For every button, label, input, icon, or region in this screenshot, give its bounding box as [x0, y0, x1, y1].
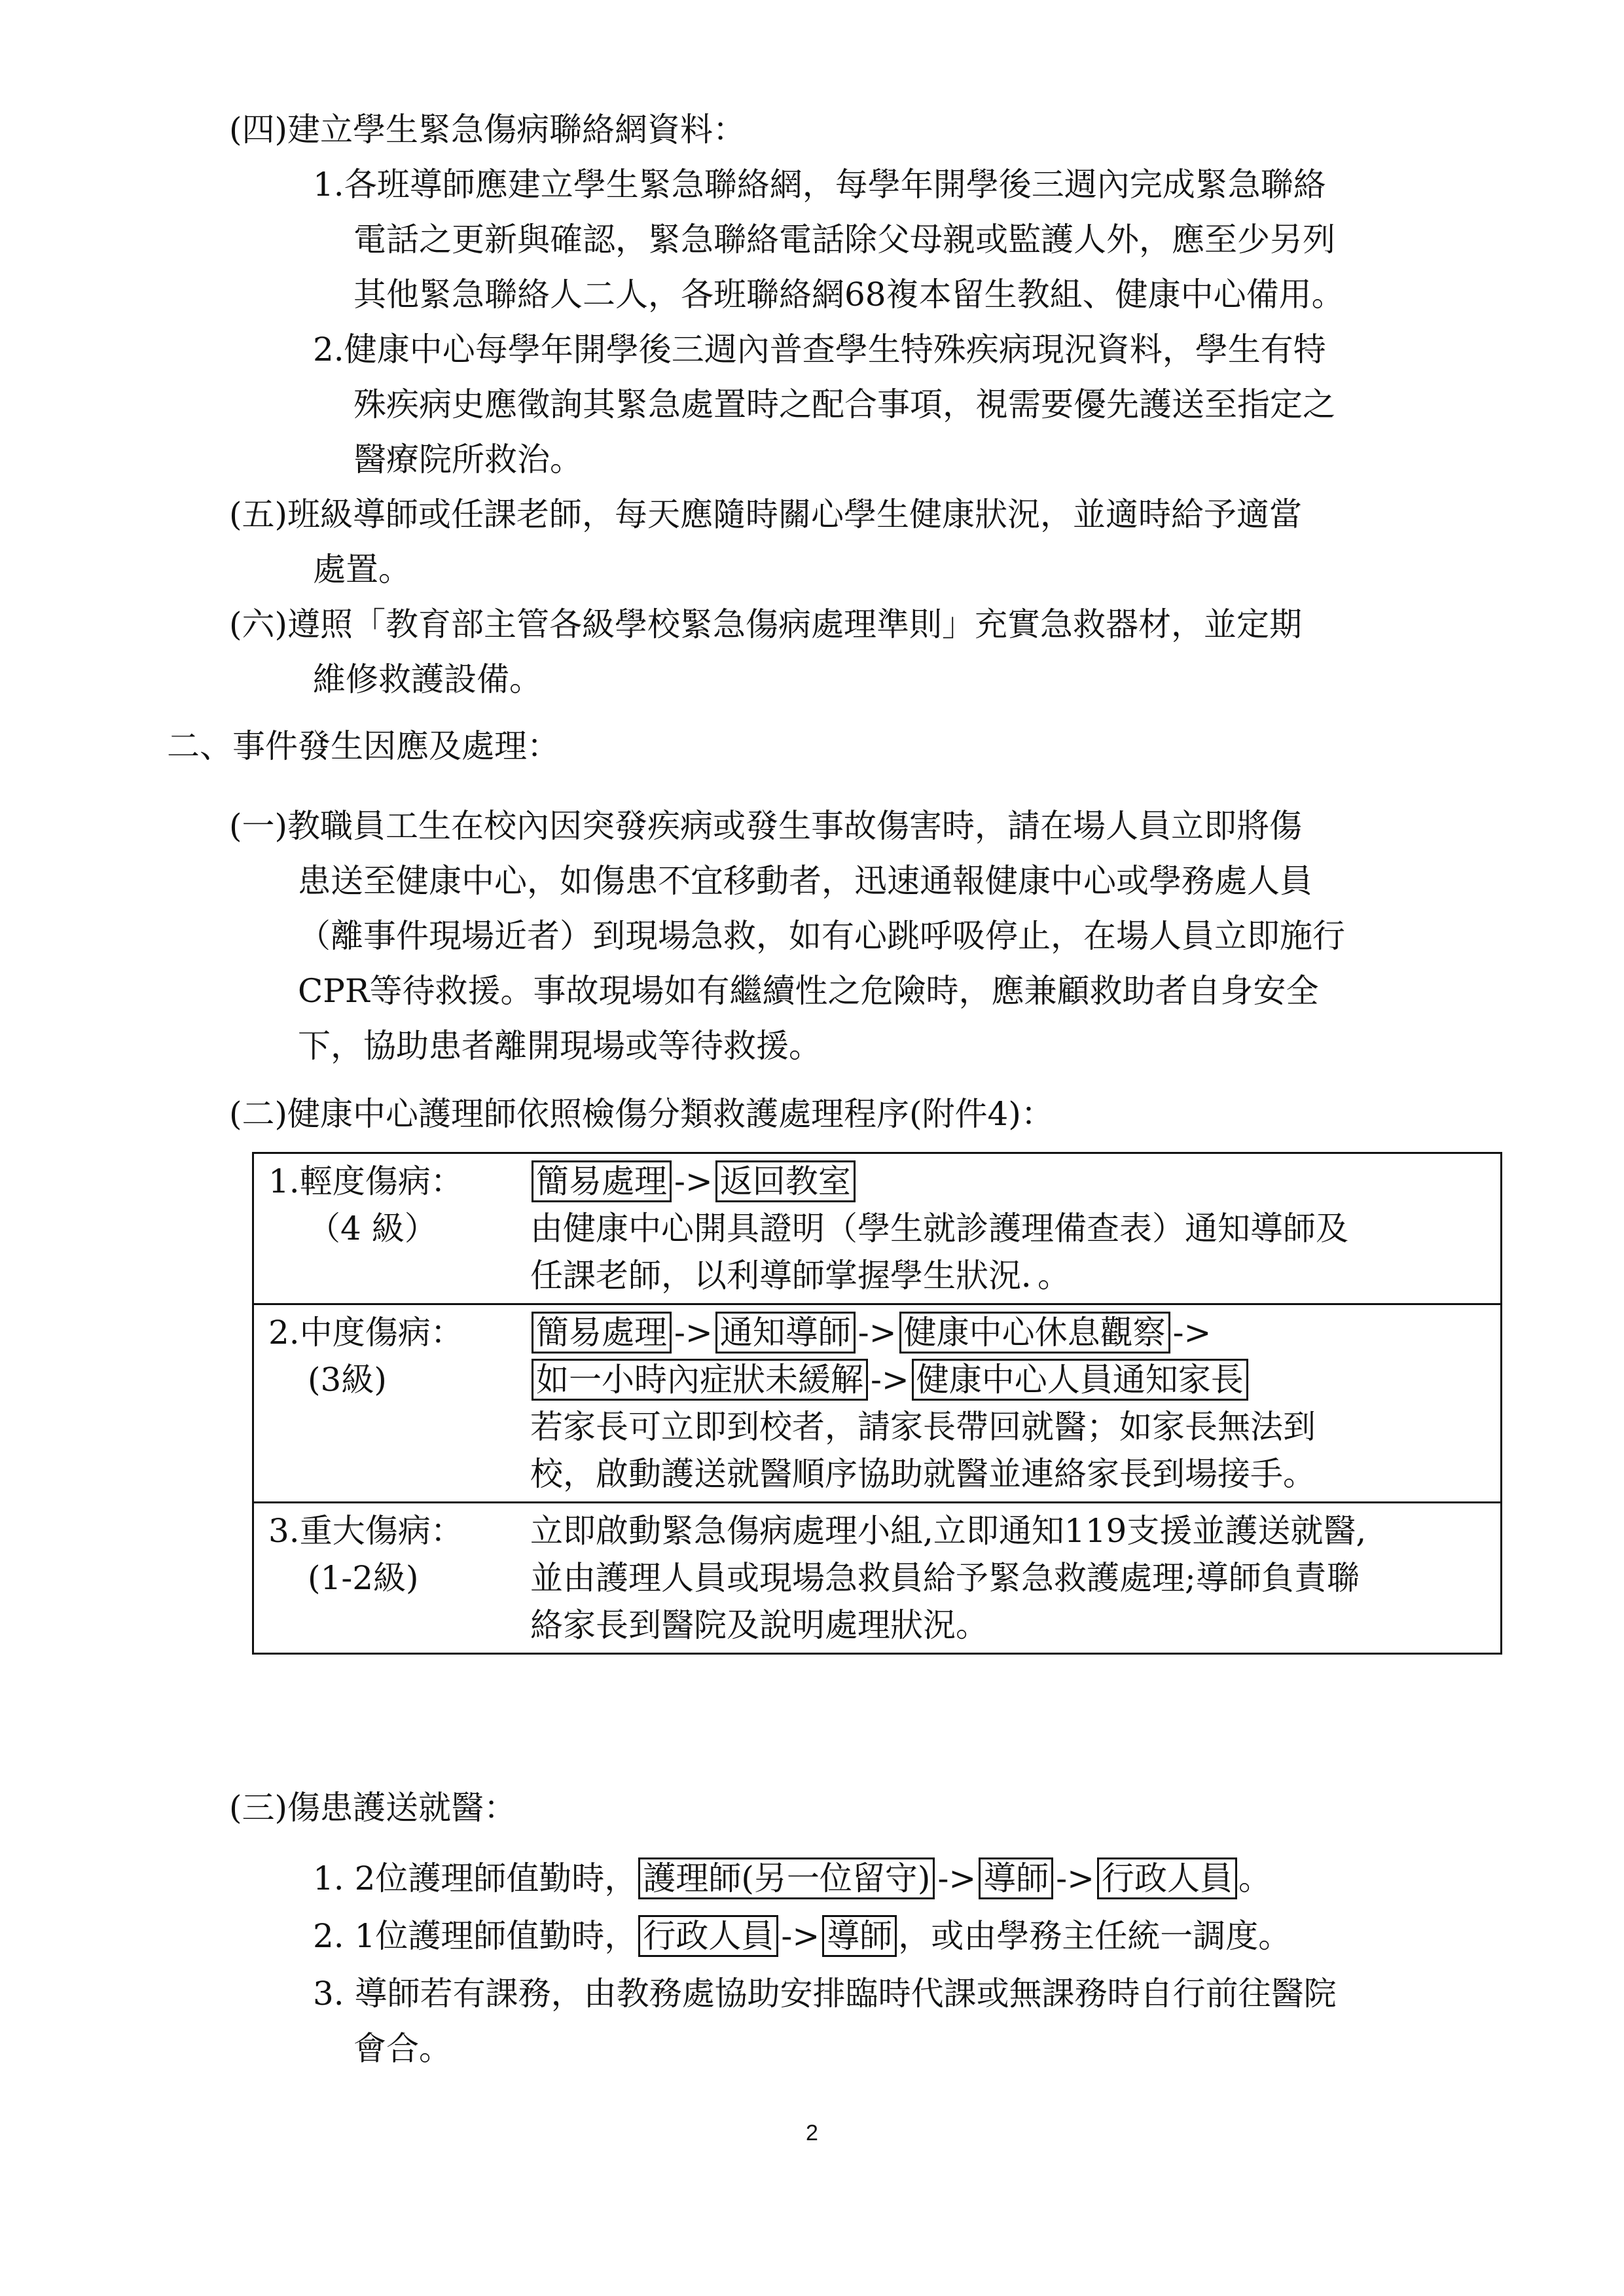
- section-6-line2: 維修救護設備。: [313, 660, 542, 698]
- triage-text: 由健康中心開具證明（學生就診護理備查表）通知導師及: [530, 1210, 1348, 1247]
- section-5-line1: (五)班級導師或任課老師，每天應隨時關心學生健康狀況，並適時給予適當: [229, 495, 1303, 533]
- p3-item2-end: ，或由學務主任統一調度。: [898, 1917, 1291, 1955]
- s4-item2-line3: 醫療院所救治。: [353, 440, 583, 478]
- arrow: ->: [871, 1361, 909, 1399]
- p1-line3: （離事件現場近者）到現場急救，如有心跳呼吸停止，在場人員立即施行: [298, 917, 1345, 955]
- flow-box: 健康中心休息觀察: [899, 1312, 1170, 1354]
- arrow: ->: [1056, 1859, 1095, 1897]
- triage-text: 若家長可立即到校者，請家長帶回就醫；如家長無法到: [530, 1408, 1316, 1446]
- triage-row-severe: [253, 1503, 1502, 1654]
- p3-item1-prefix: 1. 2位護理師值勤時，: [313, 1859, 638, 1897]
- section-5-line2: 處置。: [313, 550, 411, 588]
- flow-box: 護理師(另一位留守): [638, 1857, 935, 1899]
- triage-flow: [530, 1158, 1494, 1205]
- flow-box: 返回教室: [715, 1160, 856, 1202]
- p1-line5: 下，協助患者離開現場或等待救援。: [298, 1027, 821, 1065]
- arrow: ->: [1172, 1314, 1212, 1352]
- p3-item1: [313, 1859, 1271, 1898]
- s4-item1-line2: 電話之更新與確認，緊急聯絡電話除父母親或監護人外，應至少另列: [353, 221, 1335, 259]
- triage-flow: [530, 1356, 1494, 1403]
- flow-box: 簡易處理: [532, 1312, 672, 1354]
- triage-text: 立即啟動緊急傷病處理小組,立即通知119支援並護送就醫,: [530, 1512, 1367, 1550]
- p1-line1: (一)教職員工生在校內因突發疾病或發生事故傷害時，請在場人員立即將傷: [229, 807, 1303, 845]
- triage-level: （4 級）: [308, 1210, 437, 1247]
- s4-item2-line1: 2.健康中心每學年開學後三週內普查學生特殊疾病現況資料，學生有特: [313, 331, 1326, 368]
- p3-item2: [313, 1916, 1291, 1956]
- page-number: 2: [806, 2121, 818, 2145]
- arrow: ->: [781, 1917, 820, 1955]
- triage-label: 3.重大傷病：: [268, 1512, 463, 1550]
- p3-item3-line2: 會合。: [353, 2030, 452, 2068]
- arrow: ->: [674, 1162, 713, 1200]
- triage-flow: [530, 1309, 1494, 1356]
- arrow: ->: [857, 1314, 897, 1352]
- flow-box: 簡易處理: [532, 1160, 672, 1202]
- triage-row-moderate: [253, 1304, 1502, 1503]
- triage-text: 校，啟動護送就醫順序協助就醫並連絡家長到場接手。: [530, 1455, 1316, 1493]
- arrow: ->: [674, 1314, 713, 1352]
- flow-box: 導師: [979, 1857, 1053, 1899]
- triage-row-mild: [253, 1153, 1502, 1304]
- flow-box: 導師: [822, 1915, 897, 1957]
- triage-text: 並由護理人員或現場急救員給予緊急救護處理;導師負責聯: [530, 1559, 1360, 1597]
- s4-item1-line1: 1.各班導師應建立學生緊急聯絡網，每學年開學後三週內完成緊急聯絡: [313, 166, 1326, 204]
- triage-level: (1-2級): [308, 1559, 419, 1597]
- arrow: ->: [937, 1859, 977, 1897]
- flow-box: 如一小時內症狀未緩解: [532, 1359, 868, 1401]
- p2-heading: (二)健康中心護理師依照檢傷分類救護處理程序(附件4)：: [229, 1095, 1054, 1133]
- s4-item1-line3: 其他緊急聯絡人二人，各班聯絡網68複本留生教組、健康中心備用。: [353, 276, 1344, 314]
- section-4-heading: (四)建立學生緊急傷病聯絡網資料：: [229, 111, 746, 149]
- section-6-line1: (六)遵照「教育部主管各級學校緊急傷病處理準則」充實急救器材，並定期: [229, 605, 1303, 643]
- s4-item2-line2: 殊疾病史應徵詢其緊急處置時之配合事項，視需要優先護送至指定之: [353, 386, 1335, 423]
- flow-box: 通知導師: [715, 1312, 856, 1354]
- section-2-heading: 二、事件發生因應及處理：: [167, 727, 560, 765]
- p3-item3-line1: 3. 導師若有課務，由教務處協助安排臨時代課或無課務時自行前往醫院: [313, 1975, 1337, 2013]
- triage-table: [252, 1152, 1502, 1655]
- p1-line2: 患送至健康中心，如傷患不宜移動者，迅速通報健康中心或學務處人員: [298, 862, 1312, 900]
- p3-item1-end: 。: [1238, 1859, 1272, 1897]
- triage-text: 任課老師，以利導師掌握學生狀況．。: [530, 1257, 1070, 1295]
- triage-level: (3級): [308, 1361, 387, 1399]
- flow-box: 行政人員: [1097, 1857, 1237, 1899]
- flow-box: 健康中心人員通知家長: [912, 1359, 1248, 1401]
- triage-text: 絡家長到醫院及說明處理狀況。: [530, 1606, 988, 1644]
- p1-line4: CPR等待救援。事故現場如有繼續性之危險時，應兼顧救助者自身安全: [298, 972, 1319, 1010]
- triage-label: 2.中度傷病：: [268, 1314, 463, 1352]
- triage-label: 1.輕度傷病：: [268, 1162, 463, 1200]
- p3-heading: (三)傷患護送就醫：: [229, 1789, 517, 1827]
- flow-box: 行政人員: [638, 1915, 778, 1957]
- p3-item2-prefix: 2. 1位護理師值勤時，: [313, 1917, 638, 1955]
